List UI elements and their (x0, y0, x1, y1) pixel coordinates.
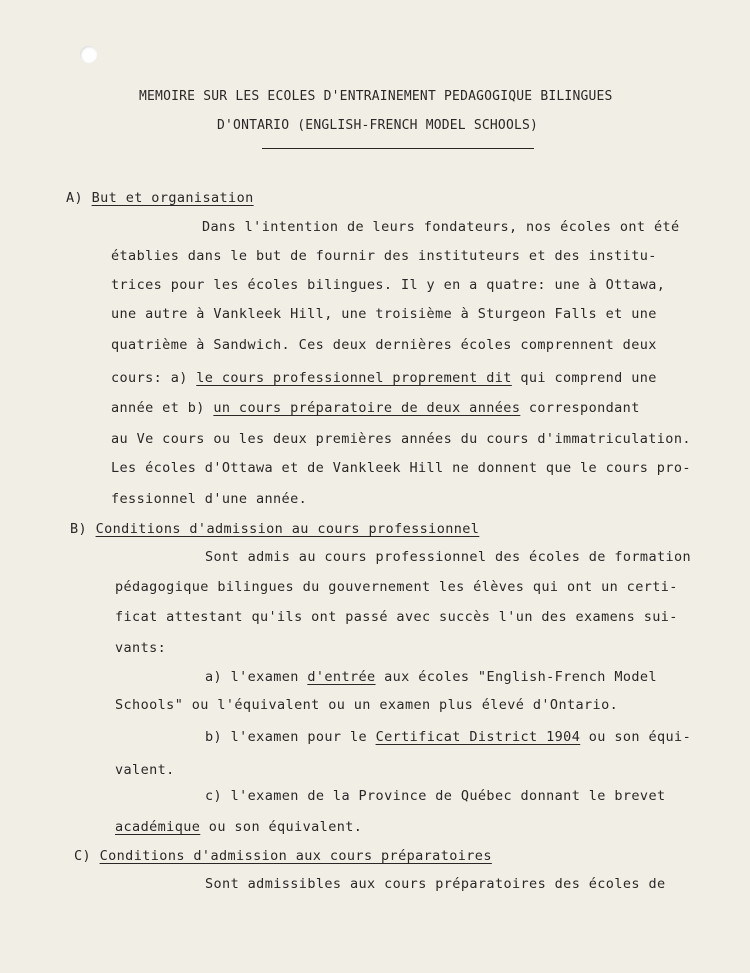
condition-b-underlined: Certificat District 1904 (375, 729, 581, 745)
section-a-line-7 (111, 400, 640, 416)
condition-b-pre: b) l'examen pour le (205, 729, 376, 745)
condition-a-underlined: d'entrée (307, 669, 376, 685)
title-underline-rule (262, 148, 534, 149)
section-a-line-10: fessionnel d'une année. (111, 491, 308, 507)
section-b-line-4: vants: (115, 640, 167, 656)
document-title-line-2: D'ONTARIO (ENGLISH-FRENCH MODEL SCHOOLS) (217, 118, 539, 133)
section-a-line-1: Dans l'intention de leurs fondateurs, nos écoles ont été (202, 219, 680, 235)
condition-a-line-2: Schools" ou l'équivalent ou un examen plus élevé d'Ontario. (115, 697, 619, 713)
section-a-line-5: quatrième à Sandwich. Ces deux dernières écoles comprennent deux (111, 337, 657, 353)
section-b-line-2: pédagogique bilingues du gouvernement les élèves qui ont un certi- (115, 579, 678, 595)
punch-hole (80, 46, 97, 63)
condition-c-post: ou son équivalent. (200, 819, 363, 835)
section-a-line-3: trices pour les écoles bilingues. Il y en a quatre: une à Ottawa, (111, 277, 666, 293)
section-a-line-8: au Ve cours ou les deux premières années du cours d'immatriculation. (111, 431, 691, 447)
condition-c-line-2 (115, 819, 362, 835)
section-b-line-1: Sont admis au cours professionnel des écoles de formation (205, 549, 692, 565)
condition-b-line-1 (205, 729, 691, 745)
document-title-line-1: MEMOIRE SUR LES ECOLES D'ENTRAINEMENT PEDAGOGIQUE BILINGUES (139, 89, 613, 104)
condition-a-post: aux écoles "English-French Model (375, 669, 657, 685)
section-a-line-9: Les écoles d'Ottawa et de Vankleek Hill ne donnent que le cours pro- (111, 460, 691, 476)
section-a-line-2: établies dans le but de fournir des instituteurs et des institu- (111, 248, 657, 264)
section-a-marker: A) (66, 190, 84, 206)
condition-b-line-2: valent. (115, 762, 175, 778)
section-a-line-7-pre: année et b) (111, 400, 214, 416)
condition-a-pre: a) l'examen (205, 669, 308, 685)
section-a-heading (66, 190, 254, 206)
section-a-line-6 (111, 370, 657, 386)
section-a-line-7-underlined: un cours préparatoire de deux années (213, 400, 521, 416)
section-a-line-6-underlined: le cours professionnel proprement dit (196, 370, 512, 386)
section-a-title: But et organisation (91, 190, 254, 206)
section-c-heading (74, 848, 492, 864)
section-b-line-3: ficat attestant qu'ils ont passé avec succès l'un des examens sui- (115, 609, 678, 625)
section-c-title: Conditions d'admission aux cours préparatoires (99, 848, 492, 864)
section-c-marker: C) (74, 848, 92, 864)
condition-c-line-1: c) l'examen de la Province de Québec donnant le brevet (205, 788, 666, 804)
section-a-line-6-pre: cours: a) (111, 370, 197, 386)
section-b-marker: B) (70, 521, 88, 537)
section-c-line-1: Sont admissibles aux cours préparatoires des écoles de (205, 876, 666, 892)
section-b-heading (70, 521, 479, 537)
condition-b-post: ou son équi- (580, 729, 692, 745)
section-a-line-6-post: qui comprend une (511, 370, 657, 386)
condition-a-line-1 (205, 669, 657, 685)
condition-c-underlined: académique (115, 819, 201, 835)
section-a-line-4: une autre à Vankleek Hill, une troisième à Sturgeon Falls et une (111, 306, 657, 322)
section-a-line-7-post: correspondant (520, 400, 640, 416)
section-b-title: Conditions d'admission au cours professionnel (95, 521, 480, 537)
